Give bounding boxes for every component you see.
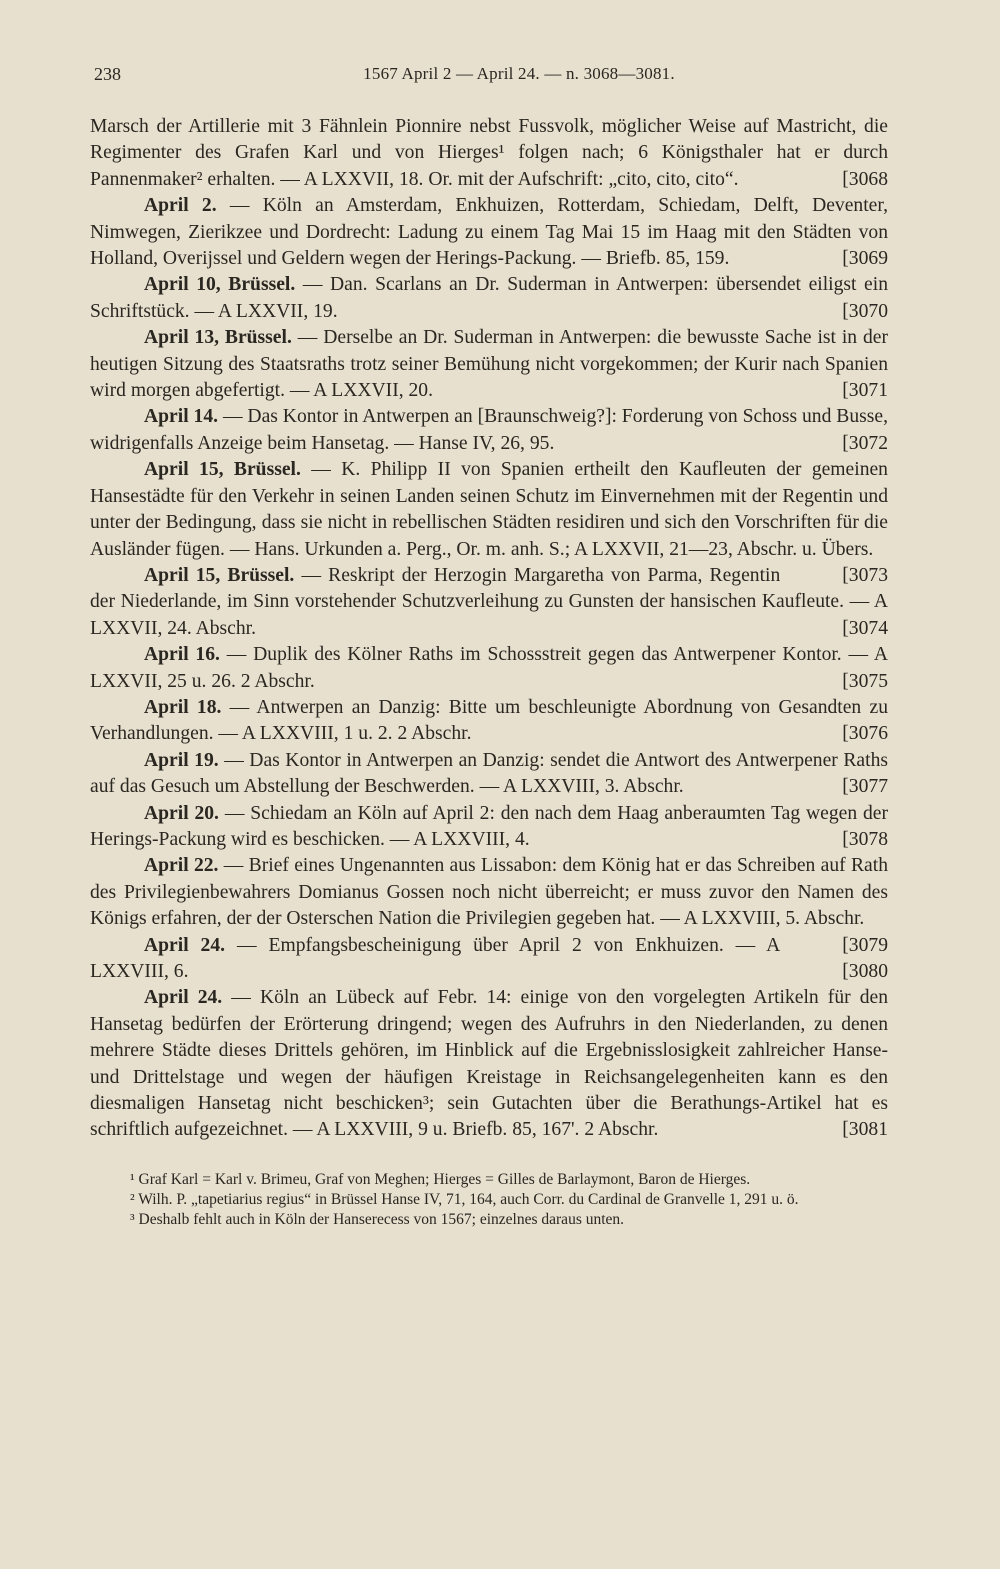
entry-3078 [90,801,888,854]
entry-3075 [90,642,888,695]
entry-text: — Duplik des Kölner Raths im Schossstreit gegen das Antwerpener Kontor. — A LXXVII, 25 u. 26. 2 Abschr. [90,644,888,692]
entry-text: — Das Kontor in Antwerpen an Danzig: sendet die Antwort des Antwerpener Raths auf das Gesuch um Abstellung der Beschwerden. — A LXXVIII, 3. Abschr. [90,749,888,798]
entry-3074 [90,563,888,642]
entry-date: April 16. [144,644,220,666]
entry-3081 [90,985,888,1143]
entry-date: April 10, Brüssel. [144,274,296,296]
entry-text: Marsch der Artillerie mit 3 Fähnlein Pionnire nebst Fussvolk, möglicher Weise auf Mastricht, die Regimenter des Grafen Karl und von Hierges¹ folgen nach; 6 Königsthaler hat er durch Pannenmaker² erhalten. — A LXXVII, 18. Or. mit der Aufschrift: „cito, cito, cito“. [90,116,888,190]
entry-text: — Köln an Amsterdam, Enkhuizen, Rotterdam, Schiedam, Delft, Deventer, Nimwegen, Zierikzee und Dordrecht: Ladung zu einem Tag Mai 15 im Haag mit den Städten von Holland, Overijssel und Geldern wegen der Herings-Packung. — Briefb. 85, 159. [90,195,888,270]
page-header [90,64,888,94]
entry-text: — Dan. Scarlans an Dr. Suderman in Antwerpen: übersendet eiligst ein Schriftstück. — A LXXVII, 19. [90,274,888,322]
entries-body [90,114,888,1144]
entry-date: April 15, Brüssel. [144,564,295,586]
footnote-1: ¹ Graf Karl = Karl v. Brimeu, Graf von Meghen; Hierges = Gilles de Barlaymont, Baron de Hierges. [130,1170,751,1188]
footnote-2: ² Wilh. P. „tapetiarius regius“ in Brüssel Hanse IV, 71, 164, auch Corr. du Cardinal de Granvelle 1, 291 u. ö. [130,1190,799,1208]
entry-text: — Das Kontor in Antwerpen an [Braunschweig?]: Forderung von Schoss und Busse, widrigenfalls Anzeige beim Hansetag. — Hanse IV, 26, 95. [90,406,888,454]
entry-date: April 19. [144,749,219,771]
entry-text: — Antwerpen an Danzig: Bitte um beschleunigte Abordnung von Gesandten zu Verhandlungen. — A LXXVIII, 1 u. 2. 2 Abschr. [90,696,888,745]
entry-number: [3075 [842,670,888,692]
entry-number: [3070 [842,300,888,322]
entry-date: April 18. [144,696,222,718]
entry-date: April 24. [144,987,223,1009]
entry-text: — Reskript der Herzogin Margaretha von Parma, Regentin der Niederlande, im Sinn vorstehender Schutzverleihung zu Gunsten der hansischen Kaufleute. — A LXXVII, 24. Abschr. [90,564,888,639]
footnote-3: ³ Deshalb fehlt auch in Köln der Hanserecess von 1567; einzelnes daraus unten. [130,1210,625,1228]
entry-number: [3078 [842,828,888,850]
entry-date: April 2. [144,195,217,217]
entry-number: [3081 [842,1119,888,1141]
entry-number: [3077 [842,776,888,798]
entry-text: — Brief eines Ungenannten aus Lissabon: dem König hat er das Schreiben auf Rath des Privilegienbewahrers Domianus Gossen noch nicht überreicht; er muss zuvor den Namen des Königs erfahren, der der Osterschen Nation die Privilegien gegeben hat. — A LXXVIII, 5. Abschr. [90,855,888,930]
entry-date: April 14. [144,406,219,428]
entry-3071 [90,325,888,404]
entry-3077 [90,748,888,801]
entry-number: [3079 [842,934,888,956]
entry-date: April 13, Brüssel. [144,327,292,349]
entry-text: — Empfangsbescheinigung über April 2 von Enkhuizen. — A LXXVIII, 6. [90,934,781,982]
entry-number: [3072 [842,432,888,454]
entry-3076 [90,695,888,748]
entry-date: April 20. [144,802,219,824]
entry-date: April 22. [144,855,219,877]
entry-number: [3076 [842,723,888,745]
entry-number: [3068 [842,168,888,190]
entry-3070 [90,272,888,325]
entry-3080 [90,933,888,986]
entry-number: [3073 [842,564,888,586]
footnotes [90,1170,888,1230]
entry-3069 [90,193,888,272]
entry-3068 [90,114,888,193]
entry-3073 [90,457,888,586]
entry-text: — Köln an Lübeck auf Febr. 14: einige von den vorgelegten Artikeln für den Hansetag bedürfen der Erörterung dringend; wegen des Aufruhrs in den Niederlanden, zu denen mehrere Städte dieses Drittels gehören, im Hinblick auf die Ergebnisslosigkeit zahlreicher Hanse- und Drittelstage und wegen der häufigen Kreistage in Reichsangelegenheiten kann es den diesmaligen Hansetag nicht beschicken³; sein Gutachten über die Berathungs-Artikel hat es schriftlich aufgezeichnet. — A LXXVIII, 9 u. Briefb. 85, 167'. 2 Abschr. [90,987,888,1141]
entry-text: — K. Philipp II von Spanien ertheilt den Kaufleuten der gemeinen Hansestädte für den Verkehr in seinen Landen seinen Schutz im Einvernehmen mit der Regentin und unter der Bedingung, dass sie nicht in rebellischen Städten residiren und sich den Vorschriften für die Ausländer fügen. — Hans. Urkunden a. Perg., Or. m. anh. S.; A LXXVII, 21—23, Abschr. u. Übers. [90,459,888,560]
entry-text: — Schiedam an Köln auf April 2: den nach dem Haag anberaumten Tag wegen der Herings-Packung wird es beschicken. — A LXXVIII, 4. [90,802,888,850]
entry-number: [3071 [842,380,888,402]
entry-date: April 24. [144,934,226,956]
entry-3072 [90,404,888,457]
running-title: 1567 April 2 — April 24. — n. 3068—3081. [363,64,675,83]
page-number: 238 [94,64,121,84]
entry-number: [3069 [842,248,888,270]
entry-number: [3080 [842,961,888,982]
entry-date: April 15, Brüssel. [144,459,301,481]
entry-number: [3074 [842,617,888,639]
entry-text: — Derselbe an Dr. Suderman in Antwerpen: die bewusste Sache ist in der heutigen Sitzung des Staatsraths trotz seiner Bemühung nicht vorgekommen; der Kurir nach Spanien wird morgen abgefertigt. — A LXXVII, 20. [90,327,889,402]
